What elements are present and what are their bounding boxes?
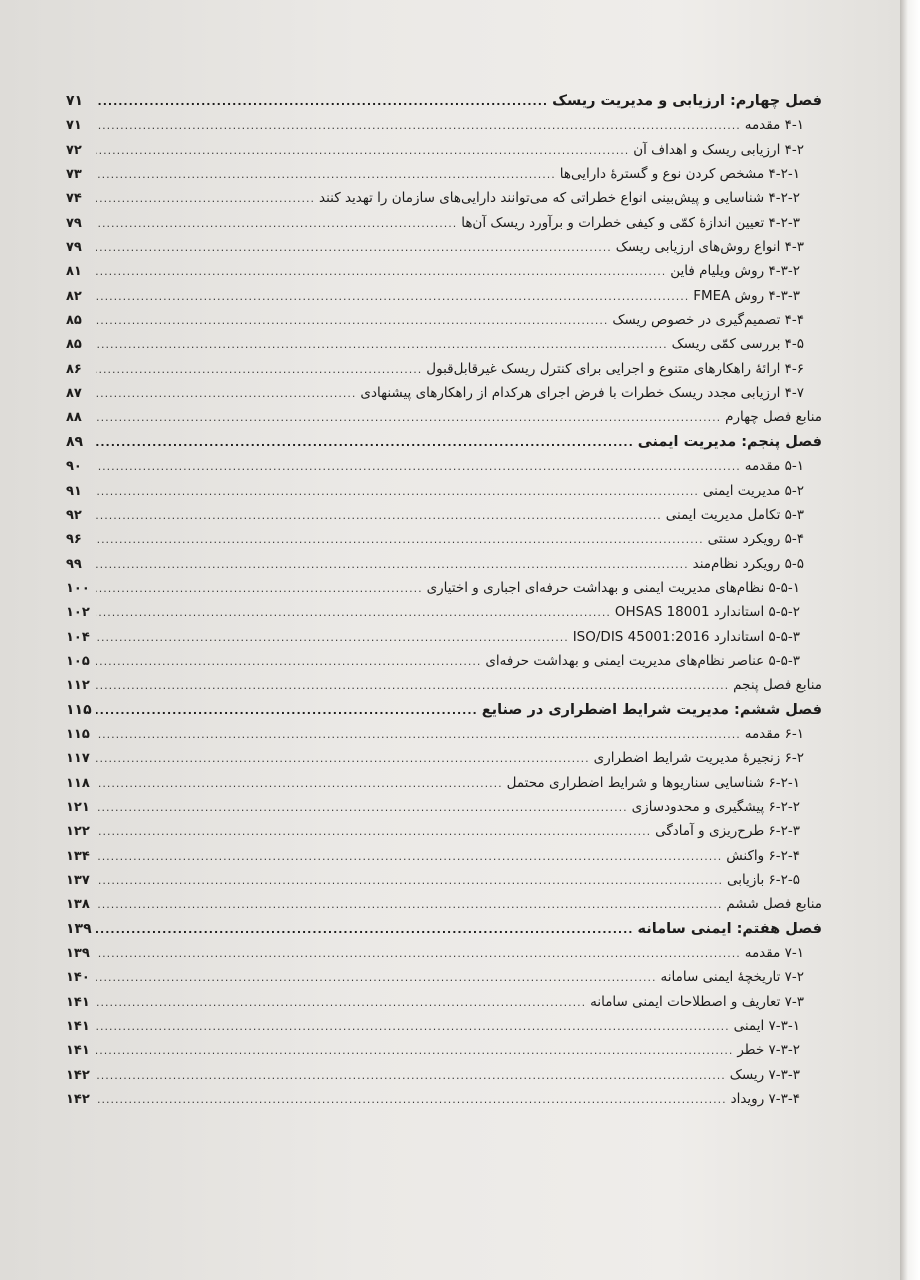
- toc-page-number: ۱۳۷: [66, 873, 90, 888]
- toc-leader-dots: [96, 436, 634, 449]
- toc-entry-title: ۴-۱ مقدمه: [744, 117, 804, 134]
- toc-leader-dots: [96, 850, 722, 863]
- toc-page-number: ۱۳۹: [66, 946, 90, 962]
- toc-page-number: ۹۰: [66, 459, 82, 475]
- toc-entry: [66, 409, 822, 433]
- toc-leader-dots: [96, 168, 556, 181]
- toc-entry: [66, 677, 822, 701]
- toc-leader-dots: [96, 460, 741, 473]
- toc-page-number: ۷۴: [66, 191, 82, 207]
- toc-page-number: ۸۵: [66, 337, 82, 353]
- toc-leader-dots: [96, 290, 689, 303]
- toc-page-number: ۷۲: [66, 142, 82, 158]
- toc-entry: [66, 994, 822, 1018]
- toc-entry: [66, 190, 822, 214]
- toc-leader-dots: [96, 217, 457, 230]
- toc-entry: [66, 142, 822, 166]
- toc-page-number: ۸۶: [66, 361, 82, 377]
- toc-entry: [66, 556, 822, 580]
- toc-page-number: ۱۰۵: [66, 653, 90, 669]
- toc-page-number: ۷۱: [66, 118, 82, 134]
- toc-leader-dots: [96, 387, 356, 400]
- toc-leader-dots: [96, 606, 611, 619]
- toc-entry-title: ۶-۱ مقدمه: [744, 725, 804, 742]
- toc-leader-dots: [96, 971, 657, 984]
- toc-entry-title: فصل پنجم: مدیریت ایمنی: [637, 433, 822, 450]
- page-edge: [900, 0, 920, 1280]
- toc-page-number: ۱۰۲: [66, 605, 90, 621]
- toc-entry: [66, 1067, 822, 1091]
- toc-leader-dots: [96, 1020, 730, 1033]
- toc-entry: [66, 507, 822, 531]
- toc-entry-title: ۵-۵-۳ عناصر نظام‌های مدیریت ایمنی و بهداشت حرفه‌ای: [485, 652, 800, 669]
- toc-entry-title: ۵-۵-۳ استاندارد ISO/DIS 45001:2016: [572, 628, 800, 645]
- toc-leader-dots: [96, 704, 478, 717]
- toc-entry: [66, 629, 822, 653]
- toc-leader-dots: [96, 752, 590, 765]
- toc-entry: [66, 896, 822, 920]
- toc-entry: [66, 848, 822, 872]
- toc-leader-dots: [96, 119, 741, 132]
- toc-leader-dots: [96, 679, 729, 692]
- toc-entry: [66, 458, 822, 482]
- toc-entry: [66, 750, 822, 774]
- toc-page-number: ۸۹: [66, 433, 84, 450]
- toc-page-number: ۱۴۱: [66, 994, 90, 1010]
- toc-entry: [66, 653, 822, 677]
- toc-entry: [66, 823, 822, 847]
- toc-leader-dots: [96, 338, 668, 351]
- toc-entry-title: ۷-۳-۴ رویداد: [730, 1091, 800, 1108]
- toc-page-number: ۹۱: [66, 483, 82, 499]
- toc-leader-dots: [96, 485, 699, 498]
- toc-page-number: ۱۳۴: [66, 848, 90, 864]
- toc-leader-dots: [96, 631, 569, 644]
- toc-entry-title: ۴-۲-۱ مشخص کردن نوع و گسترۀ دارایی‌ها: [559, 166, 800, 183]
- toc-leader-dots: [96, 728, 741, 741]
- toc-entry: [66, 215, 822, 239]
- toc-page-number: ۱۱۸: [66, 775, 90, 791]
- toc-leader-dots: [96, 923, 633, 936]
- toc-page-number: ۱۳۹: [66, 920, 92, 937]
- toc-entry-title: ۵-۵-۲ استاندارد OHSAS 18001: [614, 604, 800, 621]
- toc-page-number: ۸۸: [66, 410, 82, 426]
- toc-entry-title: ۴-۷ ارزیابی مجدد ریسک خطرات با فرض اجرای هرکدام از راهکارهای پیشنهادی: [360, 385, 804, 402]
- toc-leader-dots: [96, 509, 662, 522]
- toc-leader-dots: [96, 777, 503, 790]
- toc-entry-title: ۴-۳ انواع روش‌های ارزیابی ریسک: [615, 239, 804, 256]
- toc-entry: [66, 288, 822, 312]
- toc-page-number: ۱۱۵: [66, 726, 90, 742]
- toc-entry: [66, 1018, 822, 1042]
- toc-entry: [66, 336, 822, 360]
- toc-leader-dots: [96, 825, 651, 838]
- toc-page-number: ۱۴۲: [66, 1067, 90, 1083]
- toc-page-number: ۱۲۱: [66, 799, 90, 815]
- toc-entry-title: فصل ششم: مدیریت شرایط اضطراری در صنایع: [481, 701, 822, 718]
- toc-entry-title: ۴-۲-۳ تعیین اندازۀ کمّی و کیفی خطرات و برآورد ریسک آن‌ها: [461, 214, 800, 231]
- toc-entry: [66, 1091, 822, 1115]
- toc-entry-title: ۵-۳ تکامل مدیریت ایمنی: [665, 506, 804, 523]
- toc-chapter-entry: [66, 93, 822, 117]
- toc-entry: [66, 799, 822, 823]
- toc-page-number: ۱۰۴: [66, 629, 90, 645]
- toc-entry-title: ۶-۲-۳ طرح‌ریزی و آمادگی: [655, 823, 800, 840]
- toc-entry-title: ۶-۲-۴ واکنش: [726, 847, 800, 864]
- toc-entry: [66, 775, 822, 799]
- toc-page-number: ۸۲: [66, 288, 82, 304]
- toc-chapter-entry: [66, 434, 822, 458]
- toc-entry: [66, 604, 822, 628]
- toc-leader-dots: [96, 582, 423, 595]
- toc-page-number: ۷۹: [66, 240, 82, 256]
- toc-entry-title: ۶-۲-۲ پیشگیری و محدودسازی: [631, 798, 800, 815]
- toc-page-number: ۱۱۲: [66, 678, 90, 694]
- toc-page-number: ۱۰۰: [66, 580, 90, 596]
- toc-entry-title: ۵-۱ مقدمه: [744, 458, 804, 475]
- toc-leader-dots: [96, 801, 628, 814]
- toc-page-number: ۷۱: [66, 93, 84, 109]
- toc-entry: [66, 531, 822, 555]
- toc-entry-title: ۷-۳-۳ ریسک: [729, 1066, 800, 1083]
- table-of-contents: [66, 93, 822, 1115]
- toc-entry: [66, 969, 822, 993]
- toc-leader-dots: [96, 1093, 727, 1106]
- toc-entry-title: ۴-۴ تصمیم‌گیری در خصوص ریسک: [612, 312, 804, 329]
- toc-entry: [66, 166, 822, 190]
- toc-leader-dots: [96, 533, 704, 546]
- toc-entry-title: ۷-۳-۲ خطر: [737, 1042, 800, 1059]
- toc-page-number: ۱۴۱: [66, 1019, 90, 1035]
- toc-page-number: ۷۳: [66, 167, 82, 183]
- toc-entry-title: ۶-۲-۵ بازیابی: [726, 872, 800, 888]
- toc-entry-title: ۴-۲ ارزیابی ریسک و اهداف آن: [633, 141, 804, 158]
- toc-page-number: ۱۳۸: [66, 897, 90, 913]
- toc-entry: [66, 726, 822, 750]
- toc-entry-title: ۶-۲-۱ شناسایی سناریوها و شرایط اضطراری محتمل: [506, 774, 800, 791]
- toc-leader-dots: [96, 314, 608, 327]
- toc-entry: [66, 239, 822, 263]
- toc-page-number: ۱۴۱: [66, 1043, 90, 1059]
- toc-entry-title: ۶-۲ زنجیرۀ مدیریت شرایط اضطراری: [593, 750, 804, 767]
- toc-entry-title: فصل هفتم: ایمنی سامانه: [637, 920, 822, 937]
- toc-leader-dots: [96, 874, 723, 887]
- toc-entry: [66, 361, 822, 385]
- toc-leader-dots: [96, 144, 629, 157]
- toc-chapter-entry: [66, 921, 822, 945]
- toc-entry: [66, 312, 822, 336]
- toc-page-number: ۸۷: [66, 386, 82, 402]
- toc-entry: [66, 1042, 822, 1066]
- toc-entry-title: فصل چهارم: ارزیابی و مدیریت ریسک: [552, 93, 822, 109]
- toc-entry-title: ۷-۲ تاریخچۀ ایمنی سامانه: [660, 969, 804, 986]
- toc-leader-dots: [96, 655, 481, 668]
- toc-page-number: ۸۱: [66, 264, 82, 280]
- toc-leader-dots: [96, 558, 689, 571]
- toc-page-number: ۱۱۵: [66, 701, 92, 718]
- toc-leader-dots: [96, 265, 666, 278]
- toc-page-number: ۷۹: [66, 215, 82, 231]
- toc-page-number: ۱۱۷: [66, 751, 90, 767]
- toc-entry: [66, 385, 822, 409]
- toc-entry-title: ۷-۳-۱ ایمنی: [733, 1018, 800, 1035]
- toc-page-number: ۱۴۲: [66, 1092, 90, 1108]
- toc-entry-title: منابع فصل ششم: [726, 896, 822, 913]
- toc-page-number: ۹۲: [66, 507, 82, 523]
- toc-entry-title: ۴-۶ ارائۀ راهکارهای متنوع و اجرایی برای کنترل ریسک غیرقابل‌قبول: [426, 360, 804, 377]
- toc-leader-dots: [96, 192, 315, 205]
- toc-leader-dots: [96, 898, 722, 911]
- toc-entry: [66, 872, 822, 896]
- toc-entry-title: ۵-۵ رویکرد نظام‌مند: [692, 555, 804, 572]
- toc-chapter-entry: [66, 702, 822, 726]
- toc-entry-title: ۵-۴ رویکرد سنتی: [707, 531, 804, 548]
- toc-page-number: ۹۹: [66, 556, 82, 572]
- toc-entry-title: ۷-۳ تعاریف و اصطلاحات ایمنی سامانه: [590, 993, 804, 1010]
- toc-entry-title: ۴-۳-۲ روش ویلیام فاین: [670, 263, 800, 280]
- toc-leader-dots: [96, 95, 548, 108]
- toc-page-number: ۸۵: [66, 313, 82, 329]
- toc-leader-dots: [96, 363, 422, 376]
- toc-entry-title: ۴-۵ بررسی کمّی ریسک: [671, 336, 804, 353]
- toc-page-number: ۱۲۲: [66, 824, 90, 840]
- toc-entry-title: منابع فصل پنجم: [733, 677, 822, 694]
- toc-entry-title: ۴-۲-۲ شناسایی و پیش‌بینی انواع خطراتی که می‌توانند دارایی‌های سازمان را تهدید کنند: [319, 190, 800, 207]
- toc-entry: [66, 117, 822, 141]
- toc-entry-title: ۴-۳-۳ روش FMEA: [693, 287, 800, 304]
- toc-page-number: ۱۴۰: [66, 970, 90, 986]
- toc-entry-title: ۷-۱ مقدمه: [744, 945, 804, 962]
- toc-entry: [66, 263, 822, 287]
- toc-entry-title: ۵-۲ مدیریت ایمنی: [702, 482, 804, 499]
- toc-entry: [66, 580, 822, 604]
- toc-entry-title: منابع فصل چهارم: [725, 409, 822, 426]
- toc-leader-dots: [96, 241, 612, 254]
- toc-page-number: ۹۶: [66, 532, 82, 548]
- toc-leader-dots: [96, 947, 741, 960]
- toc-leader-dots: [96, 1069, 726, 1082]
- toc-entry: [66, 945, 822, 969]
- toc-leader-dots: [96, 996, 586, 1009]
- toc-leader-dots: [96, 1044, 733, 1057]
- toc-entry-title: ۵-۵-۱ نظام‌های مدیریت ایمنی و بهداشت حرفه‌ای اجباری و اختیاری: [426, 579, 800, 596]
- toc-leader-dots: [96, 411, 721, 424]
- toc-entry: [66, 483, 822, 507]
